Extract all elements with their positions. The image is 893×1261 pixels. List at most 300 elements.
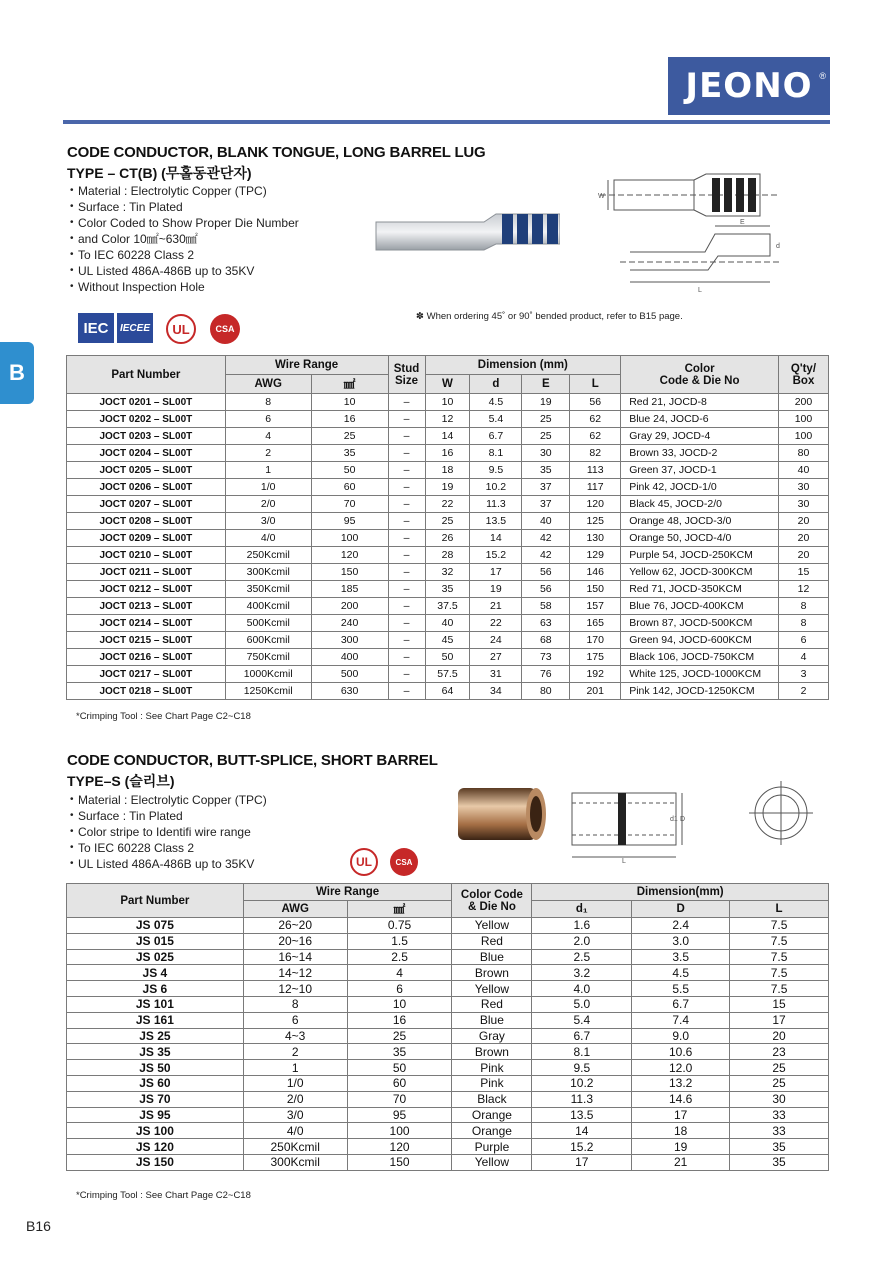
table-cell: 68 bbox=[522, 632, 570, 649]
csa-logo: CSA bbox=[390, 848, 418, 876]
part-number-cell: JS 35 bbox=[67, 1044, 244, 1060]
table-cell: 50 bbox=[311, 462, 388, 479]
part-number-cell: JOCT 0208 – SL00T bbox=[67, 513, 226, 530]
table-cell: Pink bbox=[452, 1060, 532, 1076]
col-color-code: Color Code & Die No bbox=[621, 356, 779, 394]
table-cell: – bbox=[388, 479, 425, 496]
table-cell: 15.2 bbox=[470, 547, 522, 564]
table-row bbox=[67, 965, 829, 981]
table-cell: 5.0 bbox=[532, 996, 632, 1012]
table-cell: 20 bbox=[778, 513, 828, 530]
table-cell: 300Kcmil bbox=[225, 564, 311, 581]
table-cell: 6.7 bbox=[532, 1028, 632, 1044]
table-row bbox=[67, 1044, 829, 1060]
table-cell: 500 bbox=[311, 666, 388, 683]
part-number-cell: JS 25 bbox=[67, 1028, 244, 1044]
table-cell: 56 bbox=[522, 564, 570, 581]
sleeve-table-body bbox=[67, 918, 829, 1171]
table-cell: 6 bbox=[243, 1012, 347, 1028]
table-row bbox=[67, 1123, 829, 1139]
part-number-cell: JOCT 0218 – SL00T bbox=[67, 683, 226, 700]
table-cell: 120 bbox=[347, 1139, 452, 1155]
table-cell: 37 bbox=[522, 496, 570, 513]
table-cell: 20 bbox=[730, 1028, 829, 1044]
table-cell: 15 bbox=[730, 996, 829, 1012]
table-cell: 70 bbox=[347, 1091, 452, 1107]
feature-item: • To IEC 60228 Class 2 bbox=[70, 840, 267, 856]
registered-mark: ® bbox=[819, 71, 826, 81]
part-number-cell: JS 70 bbox=[67, 1091, 244, 1107]
table-cell: – bbox=[388, 683, 425, 700]
table-row bbox=[67, 1075, 829, 1091]
table-cell: 25 bbox=[730, 1060, 829, 1076]
table-cell: Pink 42, JOCD-1/0 bbox=[621, 479, 779, 496]
table-cell: – bbox=[388, 394, 425, 411]
table-cell: 27 bbox=[470, 649, 522, 666]
part-number-cell: JOCT 0217 – SL00T bbox=[67, 666, 226, 683]
table-row bbox=[67, 394, 829, 411]
table-cell: 10 bbox=[347, 996, 452, 1012]
table-cell: 16 bbox=[311, 411, 388, 428]
table-cell: 58 bbox=[522, 598, 570, 615]
table-cell: 3/0 bbox=[225, 513, 311, 530]
table-cell: Brown 33, JOCD-2 bbox=[621, 445, 779, 462]
table-cell: 20 bbox=[778, 547, 828, 564]
sleeve-spec-table bbox=[66, 883, 829, 1171]
feature-item: • Material : Electrolytic Copper (TPC) bbox=[70, 183, 299, 199]
table-cell: 33 bbox=[730, 1123, 829, 1139]
table-cell: Purple 54, JOCD-250KCM bbox=[621, 547, 779, 564]
table-cell: 12 bbox=[778, 581, 828, 598]
table-cell: 56 bbox=[522, 581, 570, 598]
table-cell: Black bbox=[452, 1091, 532, 1107]
table-cell: 200 bbox=[778, 394, 828, 411]
feature-item: • UL Listed 486A-486B up to 35KV bbox=[70, 856, 267, 872]
part-number-cell: JS 120 bbox=[67, 1139, 244, 1155]
table-cell: 8 bbox=[778, 615, 828, 632]
sleeve-product-photo bbox=[452, 778, 548, 850]
col-l: L bbox=[570, 375, 621, 394]
table-cell: 165 bbox=[570, 615, 621, 632]
table-cell: Black 106, JOCD-750KCM bbox=[621, 649, 779, 666]
part-number-cell: JS 075 bbox=[67, 918, 244, 934]
table-cell: 10 bbox=[311, 394, 388, 411]
table-row bbox=[67, 513, 829, 530]
table-cell: 25 bbox=[425, 513, 470, 530]
feature-item: • To IEC 60228 Class 2 bbox=[70, 247, 299, 263]
col-wire-range: Wire Range bbox=[225, 356, 388, 375]
table-cell: 6.7 bbox=[470, 428, 522, 445]
ul-logo: UL bbox=[350, 848, 378, 876]
table-cell: 10.2 bbox=[532, 1075, 632, 1091]
table-cell: 400 bbox=[311, 649, 388, 666]
table-cell: 6 bbox=[778, 632, 828, 649]
table-cell: 2 bbox=[243, 1044, 347, 1060]
part-number-cell: JOCT 0204 – SL00T bbox=[67, 445, 226, 462]
table-cell: 37.5 bbox=[425, 598, 470, 615]
table-cell: Red bbox=[452, 933, 532, 949]
table-cell: 12.0 bbox=[632, 1060, 730, 1076]
table-cell: 57.5 bbox=[425, 666, 470, 683]
table-cell: 3.5 bbox=[632, 949, 730, 965]
table-cell: 21 bbox=[632, 1154, 730, 1170]
table-cell: 35 bbox=[522, 462, 570, 479]
table-cell: 4 bbox=[778, 649, 828, 666]
part-number-cell: JS 4 bbox=[67, 965, 244, 981]
table-row bbox=[67, 683, 829, 700]
table-cell: 15 bbox=[778, 564, 828, 581]
table-cell: 62 bbox=[570, 411, 621, 428]
section1-features bbox=[70, 183, 299, 295]
table-row bbox=[67, 462, 829, 479]
table-cell: 100 bbox=[311, 530, 388, 547]
table-cell: Purple bbox=[452, 1139, 532, 1155]
part-number-cell: JS 50 bbox=[67, 1060, 244, 1076]
col-w: W bbox=[425, 375, 470, 394]
table-cell: 35 bbox=[311, 445, 388, 462]
table-cell: 6.7 bbox=[632, 996, 730, 1012]
csa-logo: CSA bbox=[210, 314, 240, 344]
table-cell: – bbox=[388, 428, 425, 445]
table-cell: 500Kcmil bbox=[225, 615, 311, 632]
feature-item: • Color Coded to Show Proper Die Number bbox=[70, 215, 299, 231]
table-cell: 42 bbox=[522, 530, 570, 547]
section-tab: B bbox=[0, 342, 34, 404]
table-cell: Green 37, JOCD-1 bbox=[621, 462, 779, 479]
table-row bbox=[67, 1107, 829, 1123]
table-cell: 19 bbox=[522, 394, 570, 411]
dim-label-d1: d1 bbox=[670, 816, 678, 823]
table-cell: 35 bbox=[730, 1154, 829, 1170]
table-cell: 1250Kcmil bbox=[225, 683, 311, 700]
table-cell: 250Kcmil bbox=[225, 547, 311, 564]
table-cell: 64 bbox=[425, 683, 470, 700]
table-cell: Brown 87, JOCD-500KCM bbox=[621, 615, 779, 632]
table-cell: – bbox=[388, 530, 425, 547]
col-part-number: Part Number bbox=[67, 884, 244, 918]
table-cell: 0.75 bbox=[347, 918, 452, 934]
table-cell: 37 bbox=[522, 479, 570, 496]
table-cell: 4~3 bbox=[243, 1028, 347, 1044]
section1-subtitle: TYPE – CT(B) (무홀동관단자) bbox=[67, 165, 252, 181]
table-row bbox=[67, 981, 829, 997]
table-cell: – bbox=[388, 615, 425, 632]
table-row bbox=[67, 547, 829, 564]
feature-item: • Without Inspection Hole bbox=[70, 279, 299, 295]
part-number-cell: JS 025 bbox=[67, 949, 244, 965]
table-cell: Gray 29, JOCD-4 bbox=[621, 428, 779, 445]
table-cell: 63 bbox=[522, 615, 570, 632]
lug-product-photo bbox=[374, 210, 560, 254]
col-stud-size: Stud Size bbox=[388, 356, 425, 394]
table-cell: 40 bbox=[778, 462, 828, 479]
table-cell: 76 bbox=[522, 666, 570, 683]
col-color-code: Color Code & Die No bbox=[452, 884, 532, 918]
table-cell: 80 bbox=[522, 683, 570, 700]
table-row bbox=[67, 581, 829, 598]
table-row bbox=[67, 564, 829, 581]
table-cell: 60 bbox=[347, 1075, 452, 1091]
part-number-cell: JS 95 bbox=[67, 1107, 244, 1123]
table-cell: 1/0 bbox=[225, 479, 311, 496]
table-cell: Black 45, JOCD-2/0 bbox=[621, 496, 779, 513]
table-cell: 56 bbox=[570, 394, 621, 411]
part-number-cell: JS 60 bbox=[67, 1075, 244, 1091]
table-cell: Blue bbox=[452, 1012, 532, 1028]
table-cell: 19 bbox=[470, 581, 522, 598]
table-cell: 10.6 bbox=[632, 1044, 730, 1060]
table-cell: Blue 76, JOCD-400KCM bbox=[621, 598, 779, 615]
table-row bbox=[67, 649, 829, 666]
table-cell: 21 bbox=[470, 598, 522, 615]
table-cell: 14 bbox=[470, 530, 522, 547]
sleeve-technical-drawing bbox=[566, 785, 686, 865]
col-mm2: ㎟ bbox=[347, 901, 452, 918]
table-cell: 1/0 bbox=[243, 1075, 347, 1091]
table-cell: 17 bbox=[632, 1107, 730, 1123]
part-number-cell: JOCT 0202 – SL00T bbox=[67, 411, 226, 428]
table-cell: 3/0 bbox=[243, 1107, 347, 1123]
table-cell: 18 bbox=[632, 1123, 730, 1139]
table-cell: 13.5 bbox=[532, 1107, 632, 1123]
feature-item: • Surface : Tin Plated bbox=[70, 808, 267, 824]
part-number-cell: JS 6 bbox=[67, 981, 244, 997]
table-cell: 14.6 bbox=[632, 1091, 730, 1107]
table-cell: 8 bbox=[225, 394, 311, 411]
dim-label-d: d bbox=[776, 243, 780, 250]
table-row bbox=[67, 530, 829, 547]
table-cell: 2/0 bbox=[243, 1091, 347, 1107]
section2-subtitle: TYPE–S (슬리브) bbox=[67, 773, 175, 789]
table-cell: 82 bbox=[570, 445, 621, 462]
part-number-cell: JOCT 0201 – SL00T bbox=[67, 394, 226, 411]
table-cell: 2.5 bbox=[347, 949, 452, 965]
table-cell: Red 71, JOCD-350KCM bbox=[621, 581, 779, 598]
table-cell: Orange bbox=[452, 1123, 532, 1139]
lug-technical-drawing bbox=[590, 170, 790, 296]
table-cell: 300 bbox=[311, 632, 388, 649]
table-cell: Pink bbox=[452, 1075, 532, 1091]
table-cell: 17 bbox=[730, 1012, 829, 1028]
table-row bbox=[67, 666, 829, 683]
table-cell: 22 bbox=[470, 615, 522, 632]
table-cell: – bbox=[388, 649, 425, 666]
table-cell: 2.4 bbox=[632, 918, 730, 934]
table-cell: Yellow bbox=[452, 1154, 532, 1170]
table-cell: Blue bbox=[452, 949, 532, 965]
table-cell: 70 bbox=[311, 496, 388, 513]
table-cell: 400Kcmil bbox=[225, 598, 311, 615]
col-qty-box: Q'ty/ Box bbox=[778, 356, 828, 394]
table-cell: 2/0 bbox=[225, 496, 311, 513]
table-cell: 25 bbox=[522, 428, 570, 445]
table-cell: 50 bbox=[425, 649, 470, 666]
table-cell: 28 bbox=[425, 547, 470, 564]
table-cell: – bbox=[388, 581, 425, 598]
iec-logo: IEC bbox=[78, 313, 114, 343]
table-cell: 170 bbox=[570, 632, 621, 649]
table-cell: 250Kcmil bbox=[243, 1139, 347, 1155]
col-dimension: Dimension(mm) bbox=[532, 884, 829, 901]
table-cell: 35 bbox=[730, 1139, 829, 1155]
table-cell: 14 bbox=[425, 428, 470, 445]
table-cell: 1 bbox=[243, 1060, 347, 1076]
lug-spec-table bbox=[66, 355, 829, 700]
table-cell: – bbox=[388, 666, 425, 683]
table-cell: 150 bbox=[570, 581, 621, 598]
dim-label-w: W bbox=[598, 193, 605, 200]
part-number-cell: JOCT 0210 – SL00T bbox=[67, 547, 226, 564]
table-cell: 18 bbox=[425, 462, 470, 479]
table-cell: 1.6 bbox=[532, 918, 632, 934]
col-dimension: Dimension (mm) bbox=[425, 356, 621, 375]
table-cell: 120 bbox=[311, 547, 388, 564]
table-cell: 31 bbox=[470, 666, 522, 683]
table-cell: 185 bbox=[311, 581, 388, 598]
table-cell: 8.1 bbox=[532, 1044, 632, 1060]
table-cell: 6 bbox=[347, 981, 452, 997]
table-cell: 26~20 bbox=[243, 918, 347, 934]
table-cell: – bbox=[388, 445, 425, 462]
part-number-cell: JOCT 0216 – SL00T bbox=[67, 649, 226, 666]
table-cell: Yellow 62, JOCD-300KCM bbox=[621, 564, 779, 581]
table-cell: 4.5 bbox=[632, 965, 730, 981]
page-number: B16 bbox=[26, 1218, 51, 1234]
table-cell: 25 bbox=[730, 1075, 829, 1091]
table-cell: 100 bbox=[347, 1123, 452, 1139]
table-cell: 17 bbox=[470, 564, 522, 581]
table-cell: 7.5 bbox=[730, 918, 829, 934]
table-cell: 7.5 bbox=[730, 981, 829, 997]
table-cell: 95 bbox=[347, 1107, 452, 1123]
table-cell: 2 bbox=[778, 683, 828, 700]
part-number-cell: JS 161 bbox=[67, 1012, 244, 1028]
table-cell: 1 bbox=[225, 462, 311, 479]
table-cell: 3 bbox=[778, 666, 828, 683]
part-number-cell: JOCT 0212 – SL00T bbox=[67, 581, 226, 598]
table-cell: 16 bbox=[347, 1012, 452, 1028]
col-e: E bbox=[522, 375, 570, 394]
table-cell: 16 bbox=[425, 445, 470, 462]
col-awg: AWG bbox=[225, 375, 311, 394]
table-cell: 117 bbox=[570, 479, 621, 496]
table-cell: 125 bbox=[570, 513, 621, 530]
table-cell: 3.2 bbox=[532, 965, 632, 981]
table-cell: 34 bbox=[470, 683, 522, 700]
table-row bbox=[67, 933, 829, 949]
table-cell: 40 bbox=[425, 615, 470, 632]
table-cell: 5.5 bbox=[632, 981, 730, 997]
section1-title: CODE CONDUCTOR, BLANK TONGUE, LONG BARREL LUG bbox=[67, 144, 486, 161]
dim-label-D: D bbox=[680, 816, 686, 823]
ordering-note: ✽ When ordering 45˚ or 90˚ bended product, refer to B15 page. bbox=[416, 311, 683, 322]
table-cell: 600Kcmil bbox=[225, 632, 311, 649]
table-cell: 240 bbox=[311, 615, 388, 632]
table-row bbox=[67, 1139, 829, 1155]
table-row bbox=[67, 632, 829, 649]
table-cell: White 125, JOCD-1000KCM bbox=[621, 666, 779, 683]
table-cell: 50 bbox=[347, 1060, 452, 1076]
col-d1: d₁ bbox=[532, 901, 632, 918]
table-row bbox=[67, 918, 829, 934]
table-cell: 24 bbox=[470, 632, 522, 649]
table-cell: 300Kcmil bbox=[243, 1154, 347, 1170]
table-cell: 630 bbox=[311, 683, 388, 700]
table-cell: 4/0 bbox=[243, 1123, 347, 1139]
table-cell: 8 bbox=[778, 598, 828, 615]
table-cell: 11.3 bbox=[532, 1091, 632, 1107]
table-cell: – bbox=[388, 462, 425, 479]
table-cell: 146 bbox=[570, 564, 621, 581]
table-cell: – bbox=[388, 411, 425, 428]
table-cell: 175 bbox=[570, 649, 621, 666]
table-cell: 150 bbox=[347, 1154, 452, 1170]
table-cell: 100 bbox=[778, 411, 828, 428]
table-cell: 7.5 bbox=[730, 933, 829, 949]
table-cell: Pink 142, JOCD-1250KCM bbox=[621, 683, 779, 700]
table-cell: 150 bbox=[311, 564, 388, 581]
table-cell: 120 bbox=[570, 496, 621, 513]
table-cell: – bbox=[388, 564, 425, 581]
table-cell: – bbox=[388, 496, 425, 513]
table-cell: 130 bbox=[570, 530, 621, 547]
col-wire-range: Wire Range bbox=[243, 884, 452, 901]
part-number-cell: JOCT 0205 – SL00T bbox=[67, 462, 226, 479]
table-cell: 80 bbox=[778, 445, 828, 462]
part-number-cell: JS 150 bbox=[67, 1154, 244, 1170]
table-cell: 30 bbox=[778, 496, 828, 513]
table-cell: 192 bbox=[570, 666, 621, 683]
table-cell: Orange bbox=[452, 1107, 532, 1123]
table-cell: 11.3 bbox=[470, 496, 522, 513]
table-cell: 157 bbox=[570, 598, 621, 615]
table-cell: 5.4 bbox=[532, 1012, 632, 1028]
table-cell: 9.5 bbox=[470, 462, 522, 479]
feature-item: • Material : Electrolytic Copper (TPC) bbox=[70, 792, 267, 808]
table-cell: 16~14 bbox=[243, 949, 347, 965]
dim-label-e: E bbox=[740, 219, 745, 226]
table-row bbox=[67, 1012, 829, 1028]
table-cell: 62 bbox=[570, 428, 621, 445]
feature-item: • and Color 10㎟~630㎟ bbox=[70, 231, 299, 247]
table-cell: Green 94, JOCD-600KCM bbox=[621, 632, 779, 649]
table-cell: – bbox=[388, 598, 425, 615]
col-part-number: Part Number bbox=[67, 356, 226, 394]
table-cell: 1.5 bbox=[347, 933, 452, 949]
col-L: L bbox=[730, 901, 829, 918]
col-mm2: ㎟ bbox=[311, 375, 388, 394]
table-cell: 30 bbox=[522, 445, 570, 462]
table-row bbox=[67, 949, 829, 965]
table-cell: 350Kcmil bbox=[225, 581, 311, 598]
table-row bbox=[67, 1060, 829, 1076]
table-row bbox=[67, 1028, 829, 1044]
iecee-logo: IECEE bbox=[117, 313, 153, 343]
feature-item: • Color stripe to Identifi wire range bbox=[70, 824, 267, 840]
table-cell: 14 bbox=[532, 1123, 632, 1139]
table-cell: 13.2 bbox=[632, 1075, 730, 1091]
table-cell: 95 bbox=[311, 513, 388, 530]
table-cell: 2.5 bbox=[532, 949, 632, 965]
table-cell: Red 21, JOCD-8 bbox=[621, 394, 779, 411]
col-D: D bbox=[632, 901, 730, 918]
part-number-cell: JOCT 0207 – SL00T bbox=[67, 496, 226, 513]
table-cell: Blue 24, JOCD-6 bbox=[621, 411, 779, 428]
table-cell: 19 bbox=[425, 479, 470, 496]
table-cell: 113 bbox=[570, 462, 621, 479]
table-cell: 8 bbox=[243, 996, 347, 1012]
table-cell: 19 bbox=[632, 1139, 730, 1155]
